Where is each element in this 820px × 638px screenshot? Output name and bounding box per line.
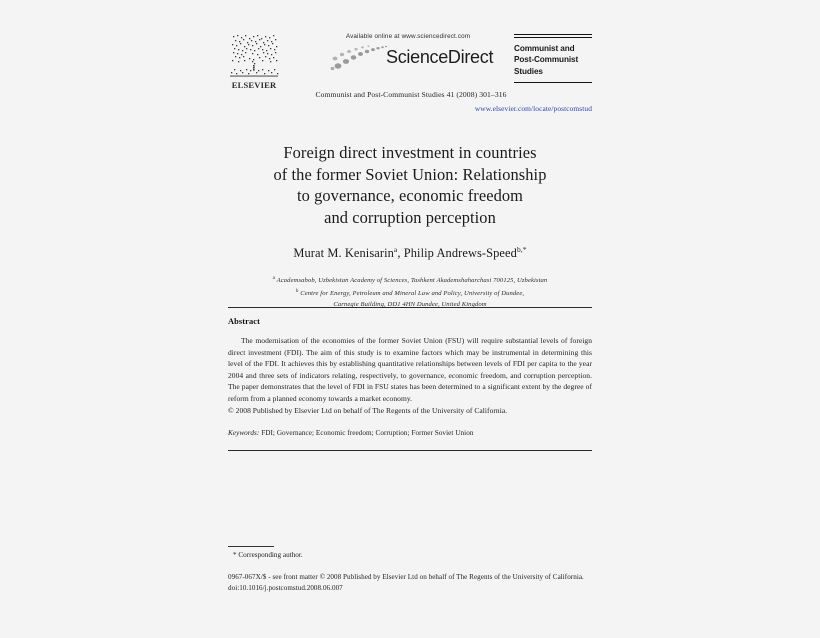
keywords-row [228, 429, 592, 437]
author-affiliation-marker: b,* [516, 245, 527, 254]
affiliation-marker: a [272, 276, 275, 282]
abstract-body [228, 335, 592, 405]
affiliation-text: Academsabob, Uzbekistan Academy of Sciences, Tashkent Akademshaharchasi 700125, Uzbekistan [276, 277, 548, 285]
abstract-paragraph: The modernisation of the economies of the former Soviet Union (FSU) will require substantial levels of foreign direct investment (FDI). The aim of this study is to examine factors which may be instrumental in determining this level of the FDI. It achieves this by establishing quantitative relationships between levels of FDI per capita to the year 2004 and three sets of indicators relating, respectively, to governance, economic freedom, and corruption perception. The paper demonstrates that the level of FDI in FSU states has been determined to a significant extent by the degree of reform from a planned economy towards a market economy. [228, 336, 592, 403]
corresponding-author-note: * Corresponding author. [233, 551, 303, 559]
elsevier-logo [228, 32, 280, 90]
abstract-section [228, 307, 592, 451]
keywords-value: FDI; Governance; Economic freedom; Corruption; Former Soviet Union [261, 429, 474, 438]
page-title [228, 142, 592, 228]
journal-box-bottom-rule [514, 82, 592, 83]
affiliation-line [228, 287, 592, 300]
affiliation-list [228, 274, 592, 310]
journal-title-box [514, 34, 592, 83]
title-line: and corruption perception [324, 207, 496, 227]
sciencedirect-dots-icon [328, 44, 390, 71]
front-matter-legal: 0967-067X/$ - see front matter © 2008 Published by Elsevier Ltd on behalf of The Regents of the University of California. [228, 573, 584, 581]
author-name: Philip Andrews-Speed [403, 246, 517, 261]
journal-box-top-rule [514, 34, 592, 38]
elsevier-tree-icon [228, 32, 280, 80]
affiliation-marker: b [295, 288, 299, 294]
sciencedirect-wordmark: ScienceDirect [386, 47, 494, 67]
sciencedirect-logo[interactable] [310, 32, 506, 73]
page-footer [228, 546, 592, 593]
footnote-rule [228, 546, 274, 547]
abstract-copyright: © 2008 Published by Elsevier Ltd on behalf of The Regents of the University of California. [228, 405, 508, 415]
doi-text[interactable]: doi:10.1016/j.postcomstud.2008.06.007 [228, 583, 343, 592]
affiliation-text: Centre for Energy, Petroleum and Mineral Law and Policy, University of Dundee, [300, 290, 525, 297]
title-line: to governance, economic freedom [296, 186, 524, 205]
author-affiliation-marker: a [393, 245, 398, 254]
elsevier-wordmark: ELSEVIER [231, 80, 277, 90]
author-name: Murat M. Kenisarin [293, 246, 394, 261]
affiliation-text: Carnegie Building, DD1 4HN Dundee, United Kingdom [333, 300, 487, 308]
affiliation-line [228, 274, 592, 287]
masthead [228, 32, 592, 114]
journal-citation: Communist and Post-Communist Studies 41 (2008) 301–316 [315, 90, 507, 99]
paper-page [228, 0, 592, 638]
journal-box-title: Communist and Post-Communist Studies [514, 43, 579, 76]
title-line: Foreign direct investment in countries [283, 143, 537, 162]
title-line: of the former Soviet Union: Relationship [273, 164, 547, 184]
available-online-text: Available online at www.sciencedirect.com [345, 33, 471, 40]
abstract-heading: Abstract [228, 317, 260, 326]
author-list: Murat M. Kenisarin$^a$, Philip Andrews-Speed$^{b,*}$ [293, 245, 527, 261]
keywords-bottom-divider [228, 450, 592, 451]
abstract-top-divider [228, 307, 592, 308]
publisher-url-link[interactable]: www.elsevier.com/locate/postcomstud [474, 104, 592, 113]
keywords-label: Keywords: [228, 429, 260, 438]
